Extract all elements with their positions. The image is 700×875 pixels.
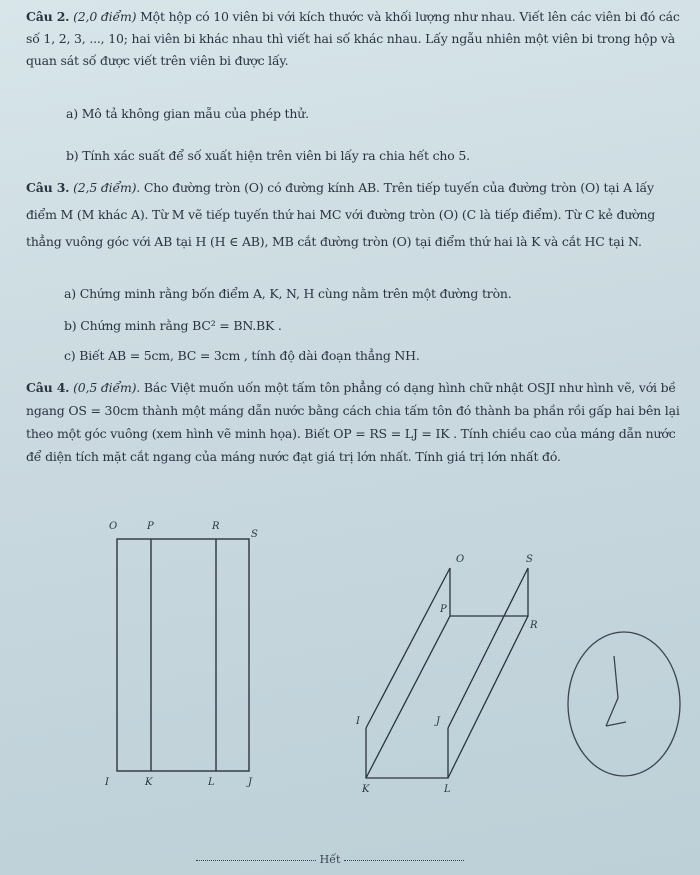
label-l2: L [444,784,451,795]
q3-label: Câu 3. [26,180,70,195]
sketch-circle [568,632,680,776]
label-l: L [208,777,215,788]
q3-part-b: b) Chứng minh rằng BC² = BN.BK . [64,318,282,333]
footer [190,853,470,866]
label-r: R [212,521,220,532]
sketch-line-3 [606,722,626,726]
footer-dots-right [344,860,464,861]
q2-part-a: a) Mô tả không gian mẫu của phép thử. [66,106,309,121]
edge-bottom-right [448,616,528,778]
q4-points: (0,5 điểm). [73,380,141,395]
label-o: O [109,521,118,532]
flat-sheet-figure [95,515,270,795]
q2-part-b: b) Tính xác suất để số xuất hiện trên viên bi lấy ra chia hết cho 5. [66,148,470,163]
footer-dots-left [196,860,316,861]
q3-points: (2,5 điểm). [73,180,141,195]
label-j: J [248,777,253,788]
q3-text: Cho đường tròn (O) có đường kính AB. Trên tiếp tuyến của đường tròn (O) tại A lấy điểm M (M khác A). Từ M vẽ tiếp tuyến thứ hai MC với đường tròn (O) (C là tiếp điểm). Từ C kẻ đường thẳng vuông góc với AB tại H (H ∈ AB), MB cắt đường tròn (O) tại điểm thứ hai là K và cắt HC tại N. [26,180,656,249]
q3-part-c: c) Biết AB = 5cm, BC = 3cm , tính độ dài đoạn thẳng NH. [64,348,420,363]
label-s2: S [526,554,533,565]
label-o2: O [456,554,465,565]
q2-label: Câu 2. [26,9,70,24]
question-4 [26,376,681,468]
edge-top-left [366,568,450,728]
q3-part-a: a) Chứng minh rằng bốn điểm A, K, N, H cùng nằm trên một đường tròn. [64,286,512,301]
label-r2: R [530,620,538,631]
sketch-line-2 [606,698,618,726]
label-s: S [251,529,258,540]
gutter-figure [352,548,552,798]
sketch-line-1 [614,656,618,698]
edge-bottom-left [366,616,450,778]
sheet-outline [117,539,249,771]
handdrawn-circle-sketch [560,622,700,792]
label-k2: K [362,784,370,795]
footer-end-label: Hết [319,853,341,866]
q2-points: (2,0 điểm) [73,9,137,24]
question-2 [26,6,681,72]
label-j2: J [436,716,441,727]
q4-text: Bác Việt muốn uốn một tấm tôn phẳng có dạng hình chữ nhật OSJI như hình vẽ, với bề ngang OS = 30cm thành một máng dẫn nước bằng cách chia tấm tôn đó thành ba phần rồi gấp hai bên lại theo một góc vuông (xem hình vẽ minh họa). Biết OP = RS = LJ = IK . Tính chiều cao của máng dẫn nước để diện tích mặt cắt ngang của máng nước đạt giá trị lớn nhất. Tính giá trị lớn nhất đó. [26,380,680,464]
q2-text: Một hộp có 10 viên bi với kích thước và khối lượng như nhau. Viết lên các viên bi đó các số 1, 2, 3, ..., 10; hai viên bi khác nhau thì viết hai số khác nhau. Lấy ngẫu nhiên một viên bi trong hộp và quan sát số được viết trên viên bi được lấy. [26,9,680,68]
q4-label: Câu 4. [26,380,70,395]
label-i: I [105,777,109,788]
label-p: P [147,521,154,532]
label-i2: I [356,716,360,727]
edge-top-right [448,568,528,728]
question-3 [26,174,681,255]
label-p2: P [440,604,447,615]
label-k: K [145,777,153,788]
